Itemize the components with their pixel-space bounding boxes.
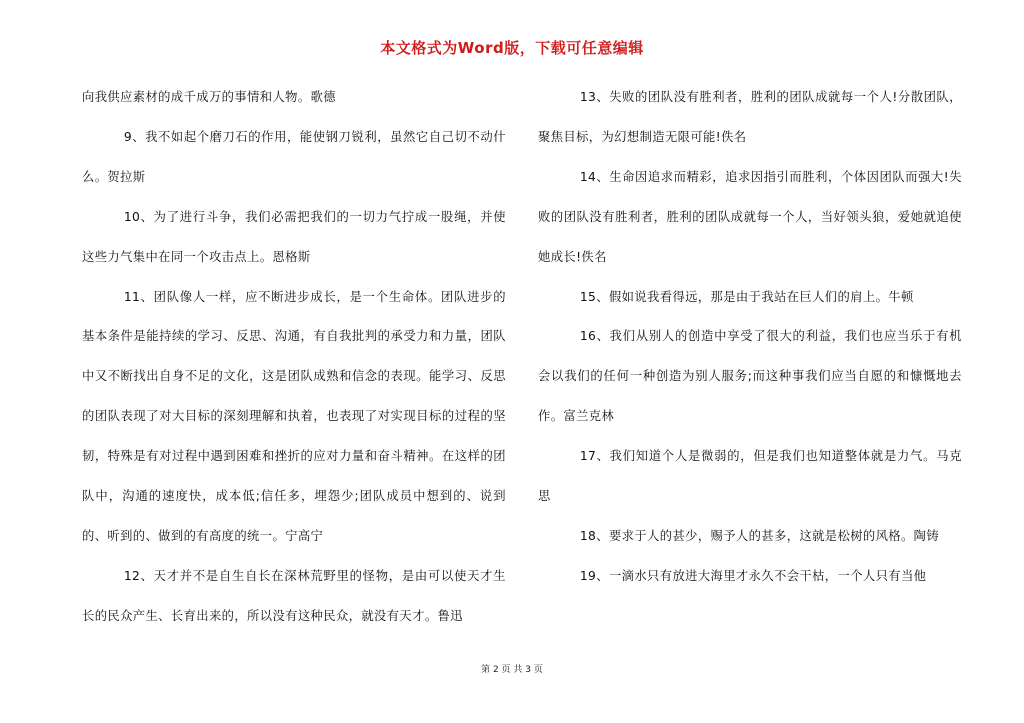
paragraph: 12、天才并不是自生自长在深林荒野里的怪物，是由可以使天才生长的民众产生、长育出来的，所以没有这种民众，就没有天才。鲁迅 — [82, 568, 506, 623]
paragraph: 17、我们知道个人是微弱的，但是我们也知道整体就是力气。马克思 — [538, 449, 962, 504]
paragraph: 向我供应素材的成千成万的事情和人物。歌德 — [82, 90, 336, 104]
paragraph: 10、为了进行斗争，我们必需把我们的一切力气拧成一股绳，并使这些力气集中在同一个攻击点上。恩格斯 — [82, 209, 506, 264]
paragraph: 16、我们从别人的创造中享受了很大的利益，我们也应当乐于有机会以我们的任何一种创造为别人服务;而这种事我们应当自愿的和慷慨地去作。富兰克林 — [538, 329, 962, 424]
paragraph: 15、假如说我看得远，那是由于我站在巨人们的肩上。牛顿 — [579, 289, 914, 304]
paragraph: 11、团队像人一样，应不断进步成长，是一个生命体。团队进步的基本条件是能持续的学习、反思、沟通，有自我批判的承受力和力量，团队中又不断找出自身不足的文化，这是团队成熟和信念的表现。能学习、反思的团队表现了对大目标的深刻理解和执着，也表现了对实现目标的过程的坚韧，特殊是有对过程中遇到困难和挫折的应对力量和奋斗精神。在这样的团队中，沟通的速度快，成本低;信任多，埋怨少;团队成员中想到的、说到的、听到的、做到的有高度的统一。宁高宁 — [82, 289, 506, 543]
right-column — [538, 78, 962, 597]
paragraph: 14、生命因追求而精彩，追求因指引而胜利，个体因团队而强大!失败的团队没有胜利者，胜利的团队成就每一个人，当好领头狼，爱她就追使她成长!佚名 — [538, 169, 962, 264]
paragraph: 9、我不如起个磨刀石的作用，能使钢刀锐利，虽然它自己切不动什么。贺拉斯 — [82, 129, 506, 184]
left-column — [82, 78, 506, 637]
format-banner: 本文格式为Word版，下载可任意编辑 — [380, 39, 644, 57]
paragraph: 18、要求于人的甚少，赐予人的甚多，这就是松树的风格。陶铸 — [579, 528, 940, 543]
paragraph: 13、失败的团队没有胜利者，胜利的团队成就每一个人!分散团队，聚焦目标，为幻想制造无限可能!佚名 — [538, 90, 962, 144]
paragraph: 19、一滴水只有放进大海里才永久不会干枯，一个人只有当他 — [579, 568, 927, 583]
page-number: 第 2 页 共 3 页 — [481, 665, 543, 675]
